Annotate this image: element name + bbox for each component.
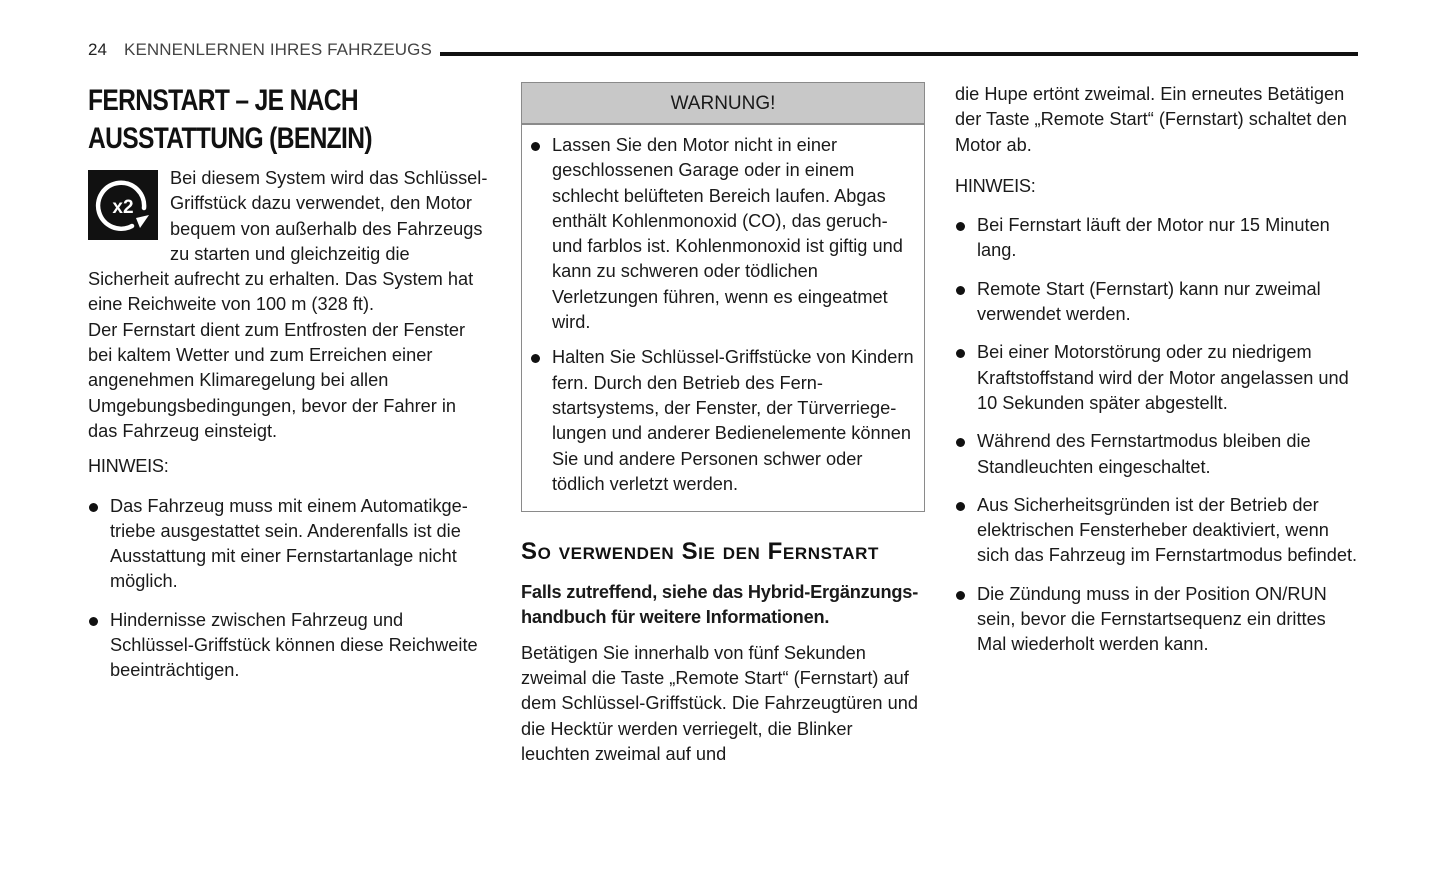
- list-item: Das Fahrzeug muss mit einem Automatikgetriebe ausgestattet sein. Anderenfalls ist die Ausstattung mit einer Fernstartanlage nicht möglich.: [88, 494, 490, 595]
- column-3: [955, 82, 1359, 671]
- list-item: Halten Sie Schlüssel-Griffstücke von Kindern fern. Durch den Betrieb des Fernstartsystems, der Fenster, der Türverriegelungen und anderer Bedienelemente können Sie und andere Personen schwer oder tödlich verletzt werden.: [530, 345, 918, 497]
- svg-text:x2: x2: [112, 197, 134, 218]
- intro-text: Bei diesem System wird das Schlüssel-Griffstück dazu verwendet, den Motor bequem von außerhalb des Fahrzeugs zu starten und gleichzeitig die Sicherheit aufrecht zu erhalten. Das System hat eine Reichweite von 100 m (328 ft).: [88, 168, 488, 315]
- instructions-paragraph: Betätigen Sie innerhalb von fünf Sekunden zweimal die Taste „Remote Start“ (Fernstart) auf dem Schlüssel-Griffstück. Die Fahrzeugtüren und die Hecktür werden verriegelt, die Blinker leuchten zweimal auf und: [521, 642, 918, 764]
- section-subtitle: So verwenden Sie den Fernstart: [521, 538, 880, 566]
- list-item: Lassen Sie den Motor nicht in einer geschlossenen Garage oder in einem schlecht belüfteten Bereich laufen. Abgas enthält Kohlenmonoxid (CO), das geruch- und farblos ist. Kohlenmonoxid ist giftig und kann zu schweren oder tödlichen Verletzungen führen, wenn es eingeatmet wird.: [530, 133, 918, 335]
- list-item: Bei Fernstart läuft der Motor nur 15 Minuten lang.: [955, 213, 1359, 264]
- circular-arrow-icon: [92, 174, 154, 236]
- list-item: Während des Fernstartmodus bleiben die Standleuchten eingeschaltet.: [955, 429, 1359, 480]
- note-list: [88, 494, 490, 684]
- continuation-paragraph: die Hupe ertönt zweimal. Ein erneutes Betätigen der Taste „Remote Start“ (Fernstart) schaltet den Motor ab.: [955, 84, 1347, 155]
- intro-paragraph: [88, 166, 490, 318]
- page-header: [88, 38, 1358, 62]
- page-number: 24: [88, 40, 107, 59]
- remote-start-x2-icon: [88, 170, 158, 240]
- list-item: Bei einer Motorstörung oder zu niedrigem Kraftstoffstand wird der Motor angelassen und 10 Sekunden später abgestellt.: [955, 340, 1359, 416]
- warning-body: [522, 125, 924, 511]
- warning-list: [530, 133, 918, 497]
- list-item: Aus Sicherheitsgründen ist der Betrieb der elektrischen Fensterheber deaktiviert, wenn sich das Fahrzeug im Fernstartmodus befindet.: [955, 493, 1359, 569]
- hybrid-note: Falls zutreffend, siehe das Hybrid-Ergänzungshandbuch für weitere Informationen.: [521, 582, 919, 628]
- list-item: Hindernisse zwischen Fahrzeug und Schlüssel-Griffstück können diese Reichweite beeinträchtigen.: [88, 608, 490, 684]
- note-list: [955, 213, 1359, 657]
- note-label: HINWEIS:: [955, 175, 1036, 196]
- list-item: Die Zündung muss in der Position ON/RUN sein, bevor die Fernstartsequenz ein drittes Mal wiederholt werden kann.: [955, 582, 1359, 658]
- note-label: HINWEIS:: [88, 456, 169, 477]
- list-item: Remote Start (Fernstart) kann nur zweimal verwendet werden.: [955, 277, 1359, 328]
- header-rule: [440, 52, 1358, 56]
- page-title: FERNSTART – JE NACH AUSSTATTUNG (BENZIN): [88, 84, 372, 155]
- climate-paragraph: Der Fernstart dient zum Entfrosten der Fenster bei kaltem Wetter und zum Erreichen einer angenehmen Klimaregelung bei allen Umgebungsbedingungen, bevor der Fahrer in das Fahrzeug einsteigt.: [88, 319, 466, 441]
- warning-box: [521, 82, 925, 512]
- column-2: [521, 82, 925, 777]
- section-title: KENNENLERNEN IHRES FAHRZEUGS: [124, 40, 432, 59]
- warning-title: WARNUNG!: [522, 83, 924, 125]
- column-1: [88, 82, 490, 697]
